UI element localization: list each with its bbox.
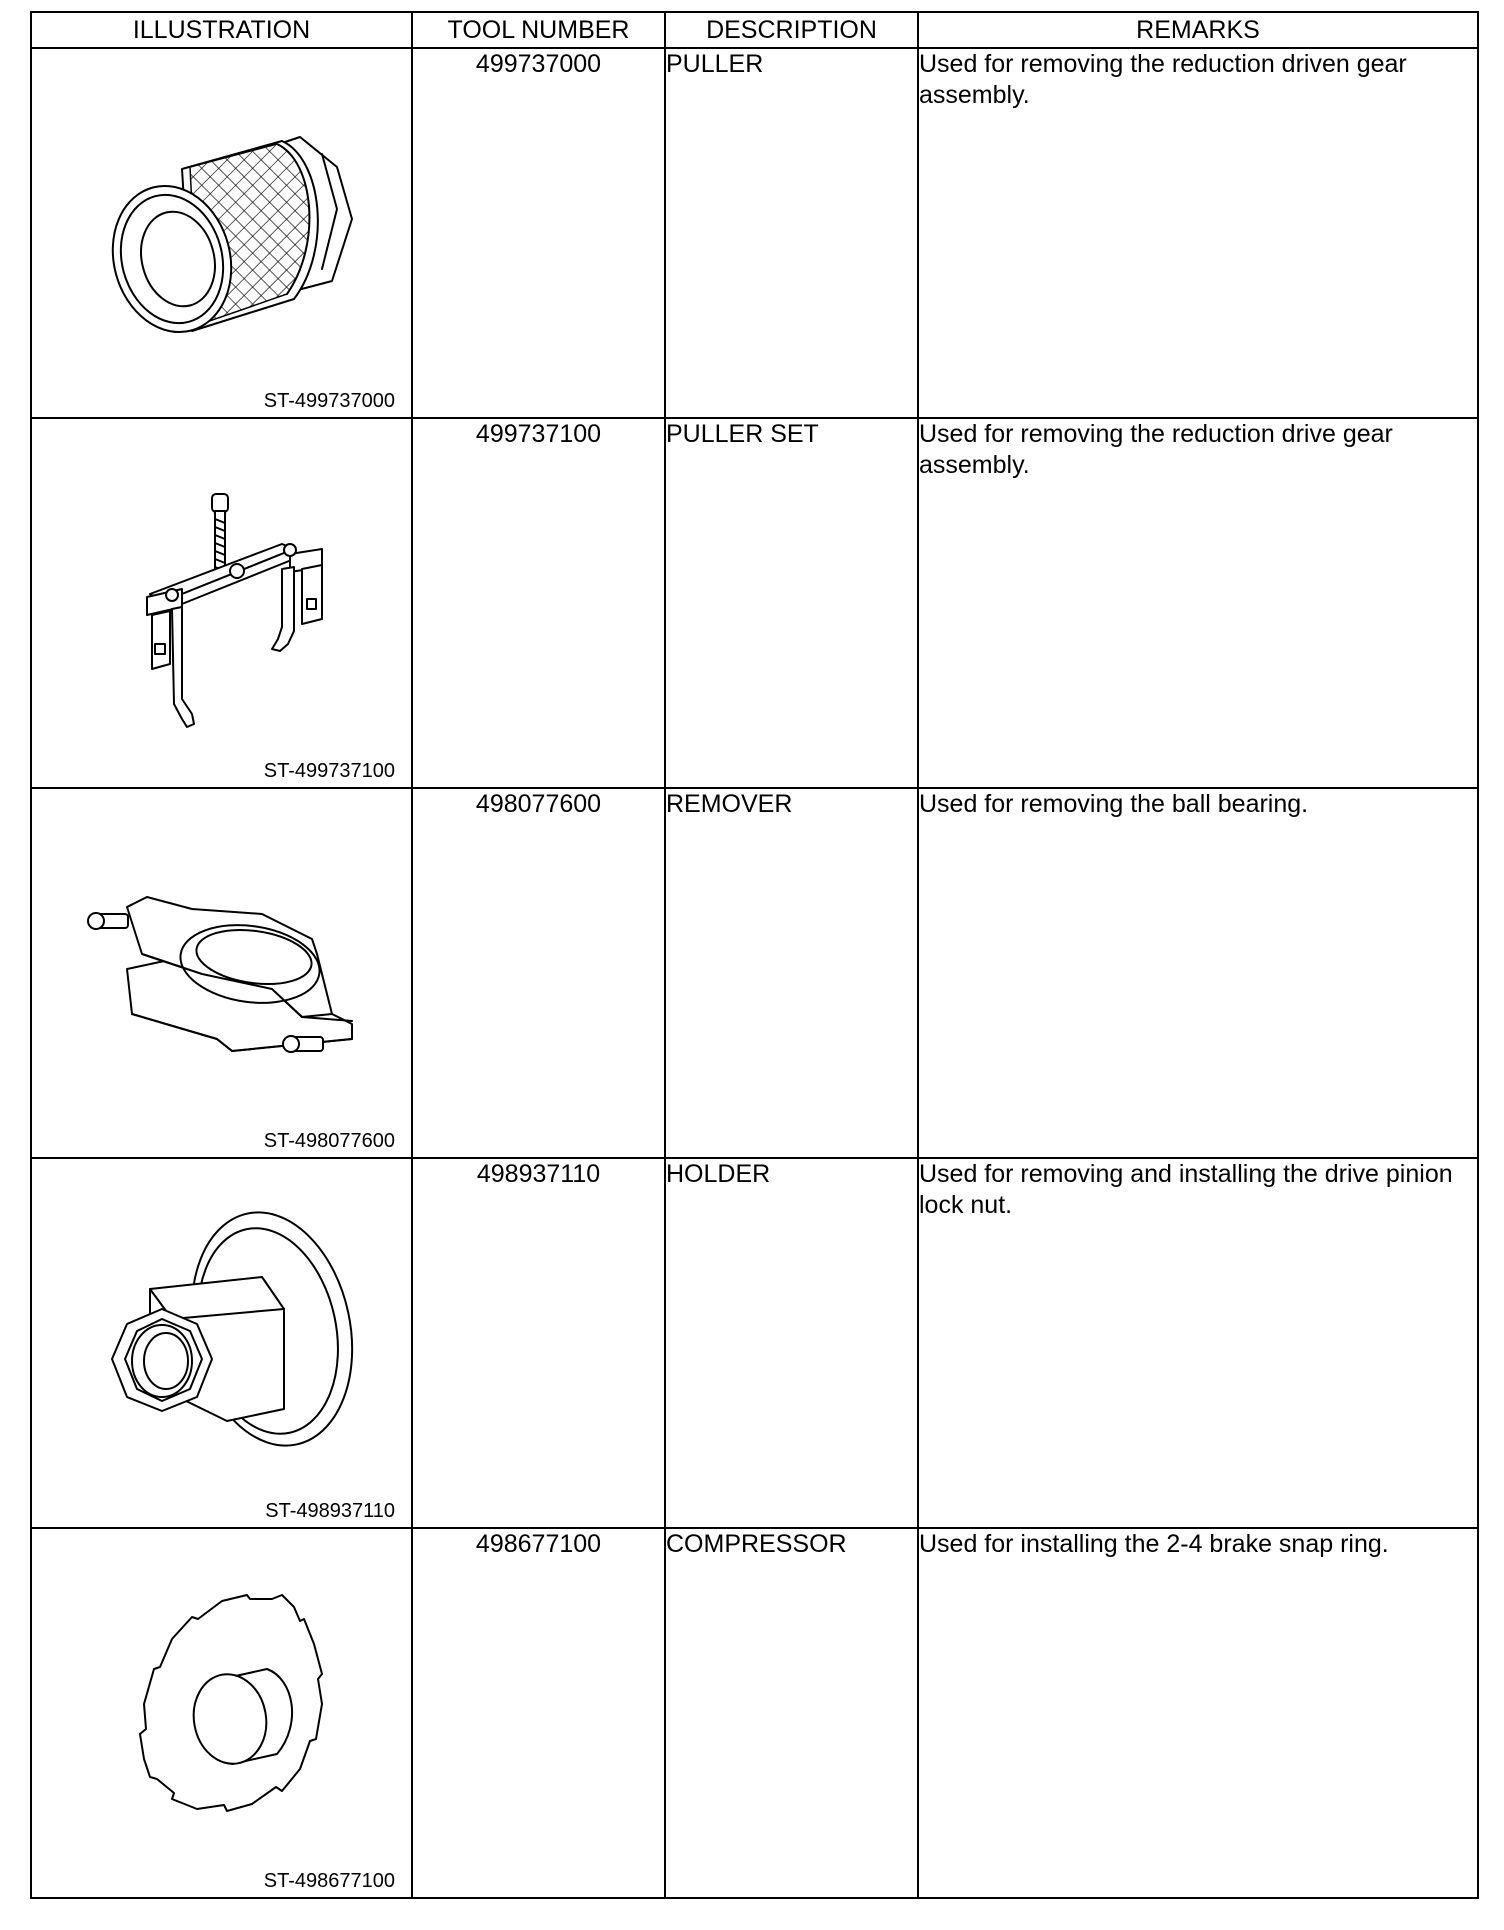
header-tool-number: TOOL NUMBER [412, 12, 665, 48]
table-row [31, 1528, 1478, 1898]
st-label: ST-498677100 [263, 1870, 395, 1892]
remarks-cell: Used for removing the reduction drive gear assembly. [918, 418, 1478, 788]
description-cell: HOLDER [665, 1158, 918, 1528]
table-row [31, 788, 1478, 1158]
table-row [31, 1158, 1478, 1528]
header-row [31, 12, 1478, 48]
header-remarks: REMARKS [918, 12, 1478, 48]
remarks-cell: Used for removing the ball bearing. [918, 788, 1478, 1158]
description-cell: PULLER [665, 48, 918, 418]
tool-number-cell: 498937110 [412, 1158, 665, 1528]
st-label: ST-499737000 [263, 390, 395, 412]
table-row [31, 418, 1478, 788]
st-label: ST-498077600 [263, 1130, 395, 1152]
illustration-cell [31, 788, 412, 1158]
description-cell: REMOVER [665, 788, 918, 1158]
tool-number-cell: 499737100 [412, 418, 665, 788]
st-label: ST-499737100 [263, 760, 395, 782]
remover-icon [32, 789, 413, 1157]
tool-number-cell: 498677100 [412, 1528, 665, 1898]
remarks-cell: Used for installing the 2-4 brake snap ring. [918, 1528, 1478, 1898]
illustration-cell [31, 1528, 412, 1898]
remarks-cell: Used for removing the reduction driven gear assembly. [918, 48, 1478, 418]
tool-number-cell: 499737000 [412, 48, 665, 418]
tool-number-cell: 498077600 [412, 788, 665, 1158]
header-description: DESCRIPTION [665, 12, 918, 48]
table-row [31, 48, 1478, 418]
special-tools-table [30, 11, 1479, 1899]
header-illustration: ILLUSTRATION [31, 12, 412, 48]
illustration-cell [31, 1158, 412, 1528]
remarks-cell: Used for removing and installing the drive pinion lock nut. [918, 1158, 1478, 1528]
puller-icon [32, 49, 413, 417]
holder-icon [32, 1159, 413, 1527]
compressor-icon [32, 1529, 413, 1897]
puller-set-icon [32, 419, 413, 787]
illustration-cell [31, 418, 412, 788]
illustration-cell [31, 48, 412, 418]
description-cell: COMPRESSOR [665, 1528, 918, 1898]
st-label: ST-498937110 [265, 1500, 395, 1522]
description-cell: PULLER SET [665, 418, 918, 788]
